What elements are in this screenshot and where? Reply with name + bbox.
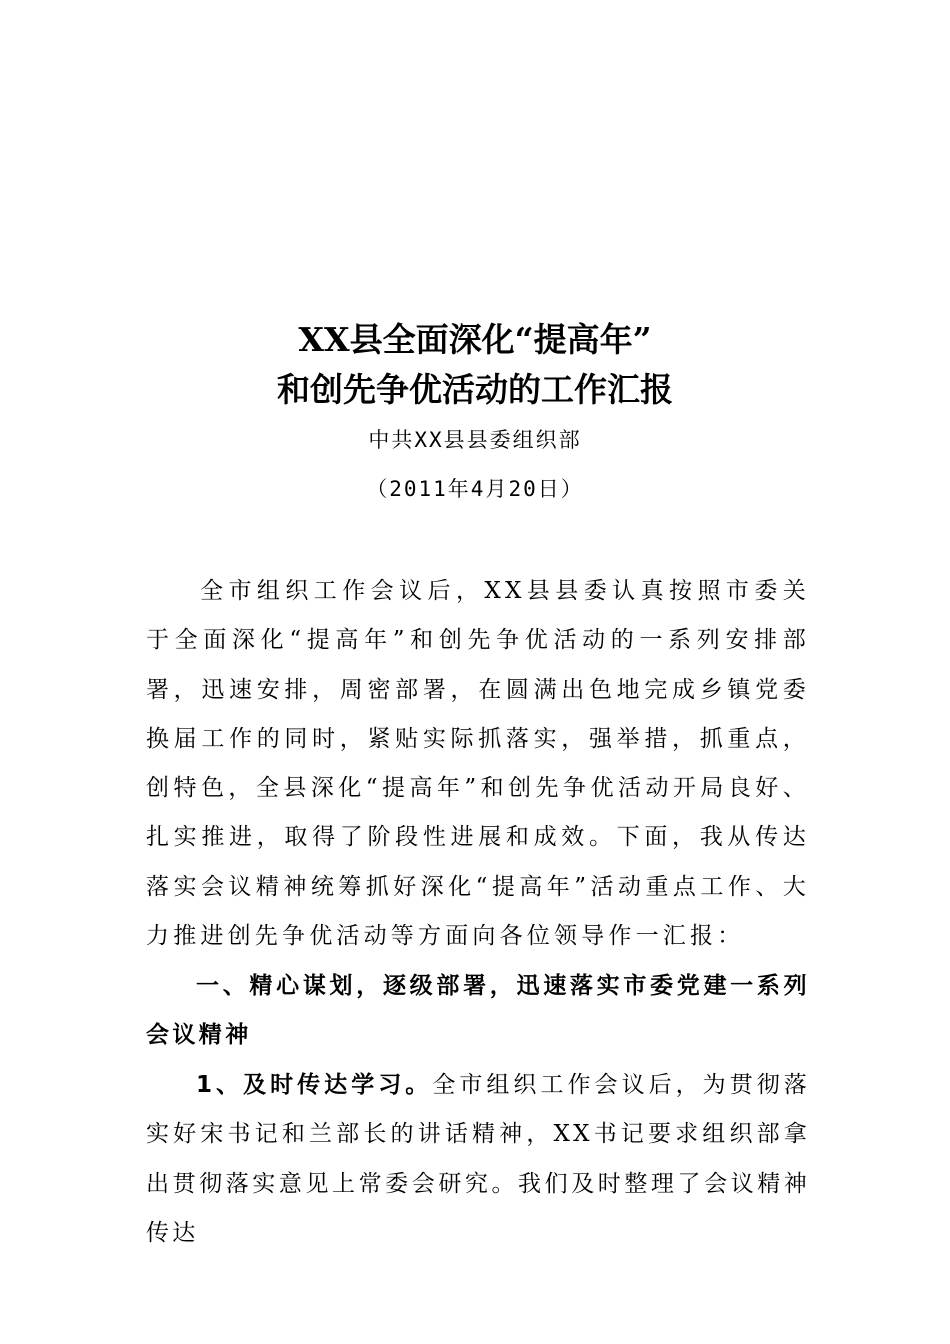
document-date: （2011年4月20日） xyxy=(366,477,584,501)
document-title-line-2: 和创先争优活动的工作汇报 xyxy=(277,370,673,409)
issuing-organization: 中共XX县县委组织部 xyxy=(368,428,582,452)
item-1-text: 全市组织工作会议后，为贯彻落实好宋书记和兰部长的讲话精神，XX书记要求组织部拿出贯彻落实意见上常委会研究。我们及时整理了会议精神传达 xyxy=(146,1072,810,1246)
section-1-heading: 一、精心谋划，逐级部署，迅速落实市委党建一系列会议精神 xyxy=(146,973,810,1049)
intro-paragraph: 全市组织工作会议后，XX县县委认真按照市委关于全面深化“提高年”和创先争优活动的一系列安排部署，迅速安排，周密部署，在圆满出色地完成乡镇党委换届工作的同时，紧贴实际抓落实，强举措，抓重点，创特色，全县深化“提高年”和创先争优活动开局良好、扎实推进，取得了阶段性进展和成效。下面，我从传达落实会议精神统筹抓好深化“提高年”活动重点工作、大力推进创先争优活动等方面向各位领导作一汇报： xyxy=(146,578,810,950)
document-title-line-1: XX县全面深化“提高年” xyxy=(298,320,652,359)
item-1-lead: 1、及时传达学习。 xyxy=(196,1072,433,1098)
item-1-paragraph xyxy=(146,1061,810,1258)
